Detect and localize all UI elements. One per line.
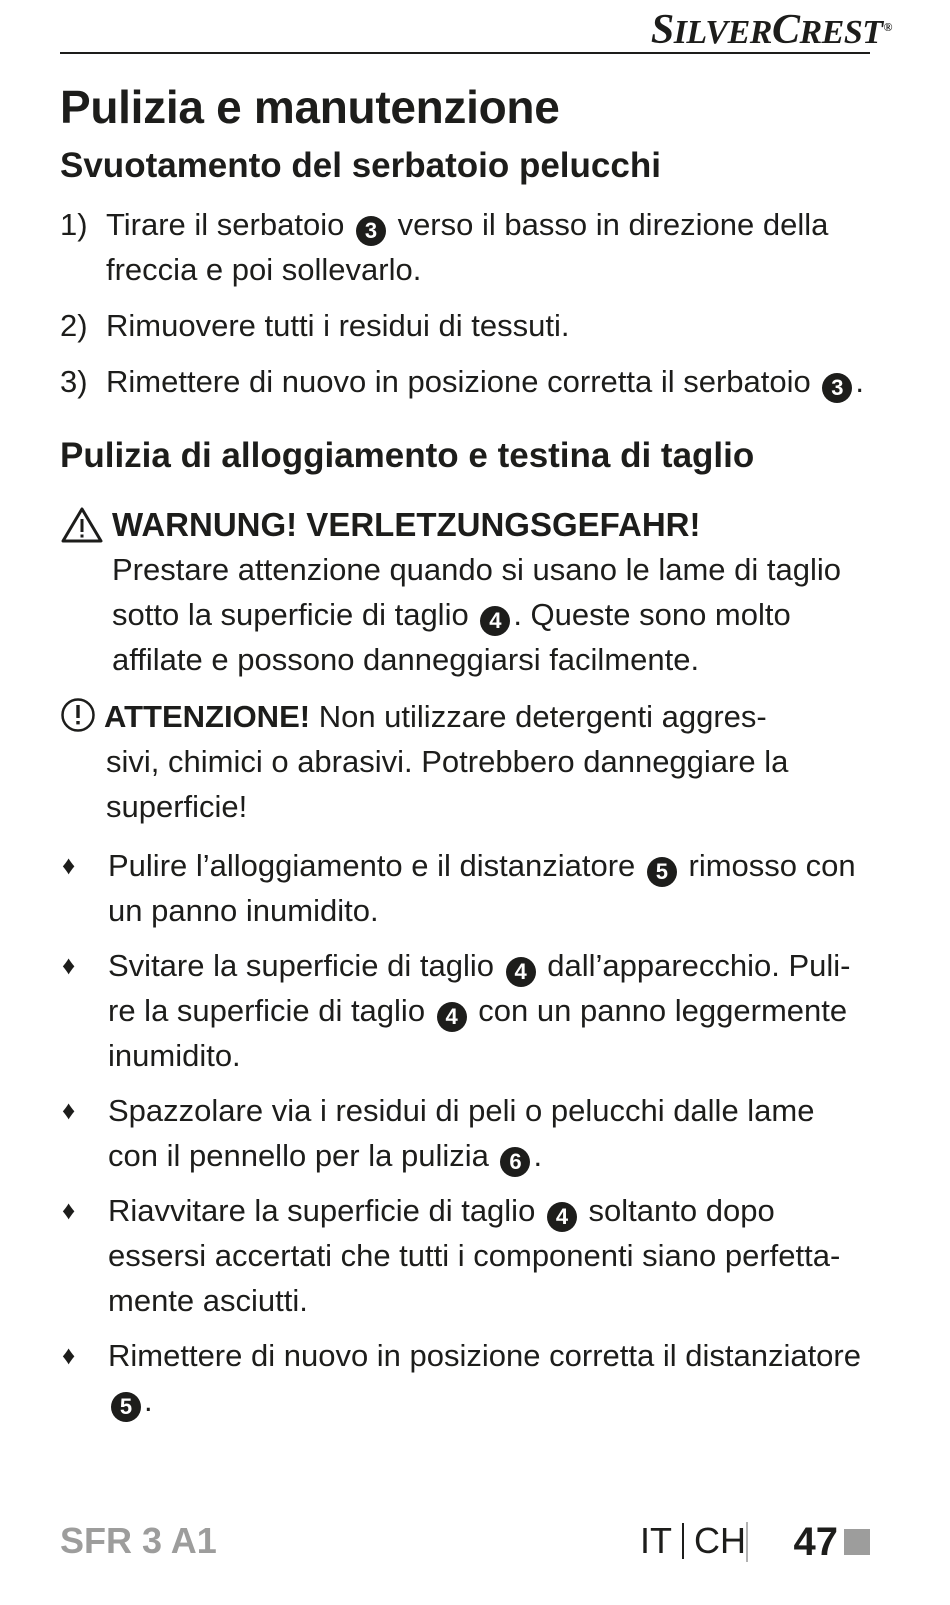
brand-logo: SILVERCREST® bbox=[650, 7, 892, 53]
part-ref-badge: 6 bbox=[500, 1147, 530, 1177]
part-ref-badge: 5 bbox=[647, 857, 677, 887]
part-ref-badge: 3 bbox=[822, 373, 852, 403]
diamond-bullet-icon: ♦ bbox=[62, 1095, 76, 1125]
diamond-bullet-icon: ♦ bbox=[62, 1195, 76, 1225]
attention-text: sivi, chimici o abrasivi. Potrebbero danneggiare la superficie! bbox=[106, 744, 789, 824]
section-heading-lint: Svuotamento del serbatoio pelucchi bbox=[60, 146, 661, 185]
list-item: ♦ Riavvitare la superficie di taglio 4 soltanto dopo essersi accertati che tutti i componenti siano perfetta-mente asciutti. bbox=[60, 1188, 872, 1323]
list-item: ♦ Rimettere di nuovo in posizione corretta il distanziatore 5 . bbox=[60, 1333, 872, 1423]
attention-note: ATTENZIONE! Non utilizzare detergenti aggres- sivi, chimici o abrasivi. Potrebbero danneggiare la superficie! bbox=[60, 694, 872, 829]
warning-text: Prestare attenzione quando si usano le lame di taglio sotto la superficie di taglio 4 . Queste sono molto affilate e possono danneggiarsi facilmente. bbox=[112, 552, 841, 677]
step-text: Rimuovere tutti i residui di tessuti. bbox=[106, 308, 570, 343]
list-item: ♦ Spazzolare via i residui di peli o pelucchi dalle lame con il pennello per la pulizia 6 . bbox=[60, 1088, 872, 1178]
warning-triangle-icon bbox=[60, 506, 104, 544]
page-title: Pulizia e manutenzione bbox=[60, 81, 560, 133]
diamond-bullet-icon: ♦ bbox=[62, 950, 76, 980]
list-item bbox=[60, 303, 872, 348]
list-item: ♦ Pulire l’alloggiamento e il distanziatore 5 rimosso con un panno inumidito. bbox=[60, 843, 872, 933]
attention-label: ATTENZIONE! bbox=[104, 699, 311, 734]
bullet-list bbox=[60, 843, 872, 1433]
list-item bbox=[60, 202, 872, 292]
page-footer bbox=[60, 1520, 870, 1570]
list-item: ♦ Svitare la superficie di taglio 4 dall’apparecchio. Puli-re la superficie di taglio 4 con un panno leggermente inumidito. bbox=[60, 943, 872, 1078]
diamond-bullet-icon: ♦ bbox=[62, 1340, 76, 1370]
exclamation-circle-icon bbox=[60, 697, 96, 733]
part-ref-badge: 4 bbox=[547, 1202, 577, 1232]
model-number: SFR 3 A1 bbox=[60, 1520, 217, 1561]
step-number: 3) bbox=[60, 364, 88, 399]
footer-divider bbox=[746, 1522, 748, 1562]
section-heading-cleaning: Pulizia di alloggiamento e testina di taglio bbox=[60, 436, 755, 475]
part-ref-badge: 5 bbox=[111, 1392, 141, 1422]
part-ref-badge: 4 bbox=[480, 606, 510, 636]
diamond-bullet-icon: ♦ bbox=[62, 850, 76, 880]
warning-box bbox=[60, 502, 872, 682]
header-rule bbox=[60, 52, 870, 54]
page-number: 47 bbox=[793, 1520, 838, 1564]
list-item bbox=[60, 359, 872, 404]
part-ref-badge: 4 bbox=[437, 1002, 467, 1032]
step-number: 1) bbox=[60, 207, 88, 242]
part-ref-badge: 3 bbox=[356, 216, 386, 246]
step-text: Rimettere di nuovo in posizione corretta il serbatoio 3 . bbox=[106, 359, 872, 404]
page-marker-square bbox=[844, 1529, 870, 1555]
step-number: 2) bbox=[60, 308, 88, 343]
step-text: Tirare il serbatoio 3 verso il basso in direzione della freccia e poi sollevarlo. bbox=[106, 207, 829, 287]
language-codes: IT CH bbox=[640, 1520, 746, 1561]
numbered-steps bbox=[60, 202, 872, 415]
part-ref-badge: 4 bbox=[506, 957, 536, 987]
warning-title: WARNUNG! VERLETZUNGSGEFAHR! bbox=[60, 502, 872, 547]
